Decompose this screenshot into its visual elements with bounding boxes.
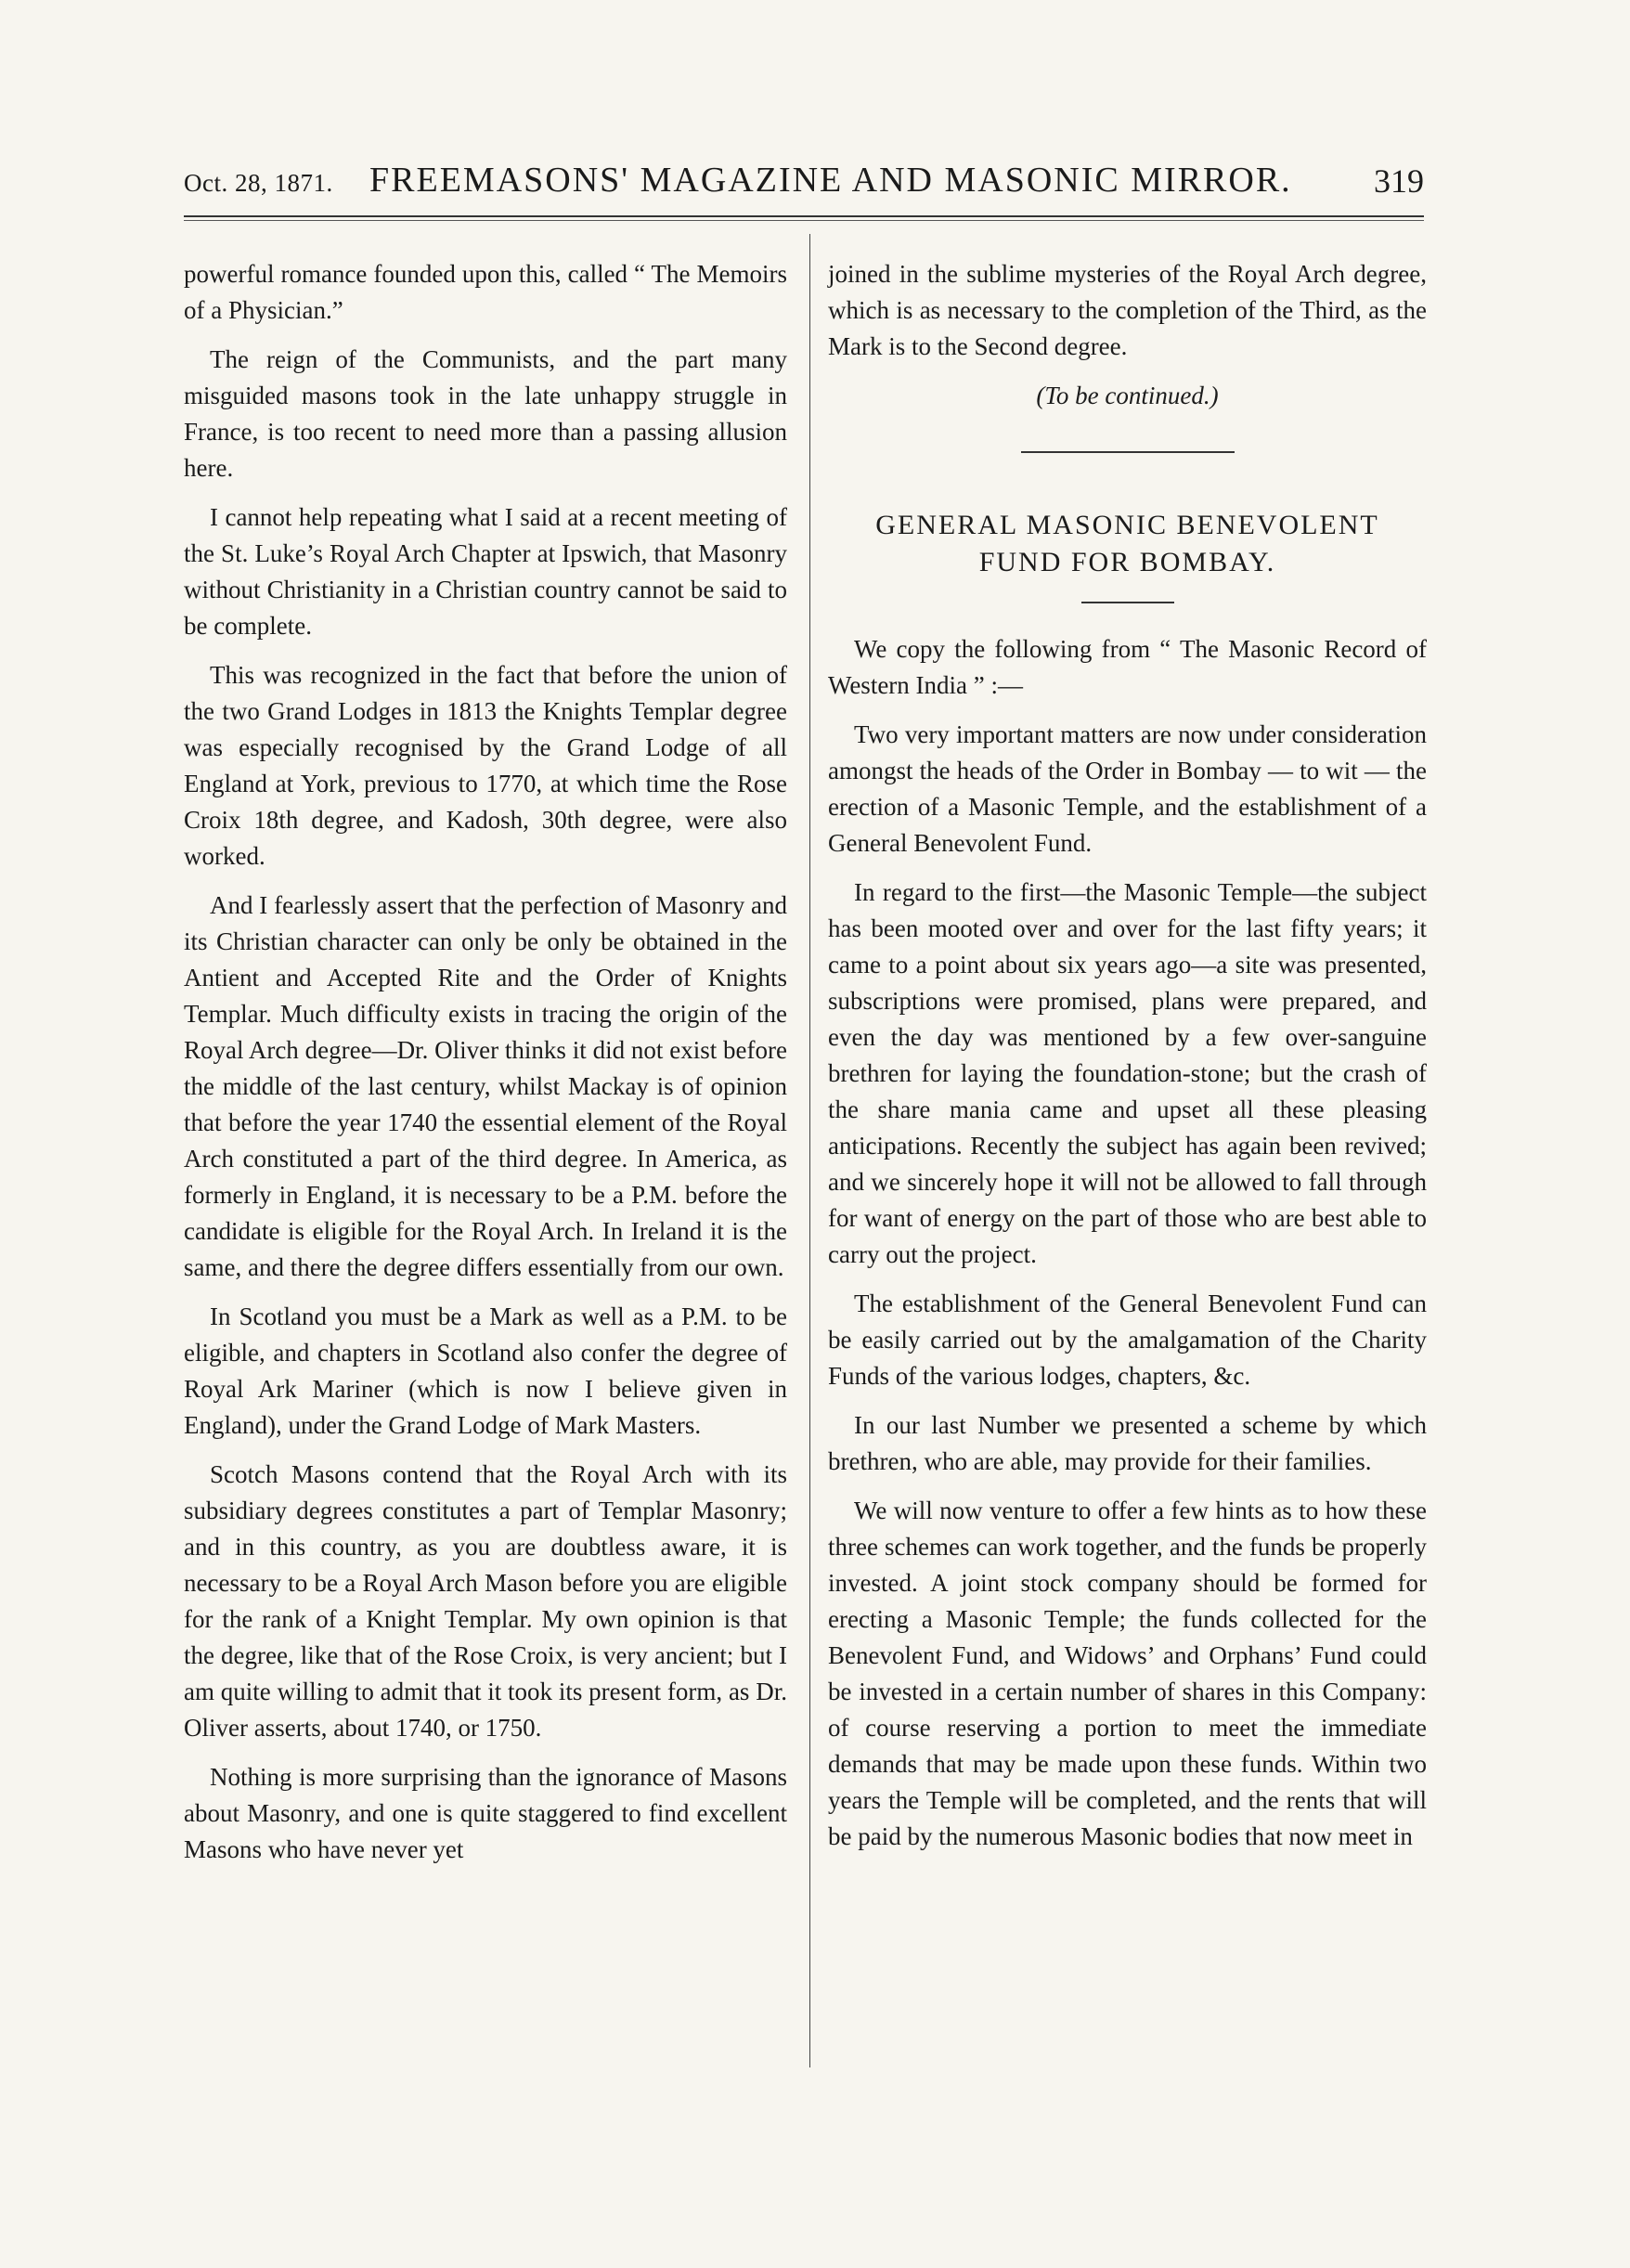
paragraph: powerful romance founded upon this, called “ The Memoirs of a Physician.” bbox=[184, 260, 787, 324]
page-number: 319 bbox=[1374, 162, 1424, 200]
paragraph: This was recognized in the fact that before the union of the two Grand Lodges in 1813 the Knights Templar degree was especially recognised by the Grand Lodge of all England at York, previous to 1770, at which time the Rose Croix 18th degree, and Kadosh, 30th degree, were also worked. bbox=[184, 661, 787, 870]
left-column bbox=[184, 256, 787, 1881]
paragraph: We will now venture to offer a few hints as to how these three schemes can work together, and the funds be properly invested. A joint stock company should be formed for erecting a Masonic Temple; the funds collected for the Benevolent Fund, and Widows’ and Orphans’ Fund could be invested in a certain number of shares in this Company: of course reserving a portion to meet the immediate demands that may be made upon these funds. Within two years the Temple will be completed, and the rents that will be paid by the numerous Masonic bodies that now meet in bbox=[828, 1497, 1427, 1850]
publication-title: FREEMASONS' MAGAZINE AND MASONIC MIRROR. bbox=[369, 161, 1292, 200]
right-column bbox=[828, 256, 1427, 1868]
paragraph: We copy the following from “ The Masonic Record of Western India ” :— bbox=[828, 635, 1427, 699]
heading-divider bbox=[1081, 602, 1174, 603]
paragraph: The reign of the Communists, and the part many misguided masons took in the late unhappy struggle in France, is too recent to need more than a passing allusion here. bbox=[184, 345, 787, 482]
section-divider bbox=[1021, 451, 1235, 453]
paragraph: In our last Number we presented a scheme by which brethren, who are able, may provide for their families. bbox=[828, 1411, 1427, 1475]
paragraph: Scotch Masons contend that the Royal Arch with its subsidiary degrees constitutes a part of Templar Masonry; and in this country, as you are doubtless aware, it is necessary to be a Royal Arch Mason before you are eligible for the rank of a Knight Templar. My own opinion is that the degree, like that of the Rose Croix, is very ancient; but I am quite willing to admit that it took its present form, as Dr. Oliver asserts, about 1740, or 1750. bbox=[184, 1460, 787, 1742]
paragraph: Nothing is more surprising than the ignorance of Masons about Masonry, and one is quite staggered to find excellent Masons who have never yet bbox=[184, 1763, 787, 1863]
paragraph: And I fearlessly assert that the perfection of Masonry and its Christian character can only be only be obtained in the Antient and Accepted Rite and the Order of Knights Templar. Much difficulty exists in tracing the origin of the Royal Arch degree—Dr. Oliver thinks it did not exist before the middle of the last century, whilst Mackay is of opinion that before the year 1740 the essential element of the Royal Arch constituted a part of the third degree. In America, as formerly in England, it is necessary to be a P.M. before the candidate is eligible for the Royal Arch. In Ireland it is the same, and there the degree differs essentially from our own. bbox=[184, 891, 787, 1281]
running-header bbox=[184, 156, 1424, 208]
paragraph: In regard to the first—the Masonic Temple—the subject has been mooted over and over for the last fifty years; it came to a point about six years ago—a site was presented, subscriptions were promised, plans were prepared, and even the day was mentioned by a few over-sanguine brethren for laying the foundation-stone; but the crash of the share mania came and upset all these pleasing anticipations. Recently the subject has again been revived; and we sincerely hope it will not be allowed to fall through for want of energy on the part of those who are best able to carry out the project. bbox=[828, 878, 1427, 1268]
to-be-continued-note: (To be continued.) bbox=[1036, 382, 1219, 409]
header-rule bbox=[184, 215, 1424, 221]
continued-paragraph: joined in the sublime mysteries of the Royal Arch degree, which is as necessary to the completion of the Third, as the Mark is to the Second degree. bbox=[828, 260, 1427, 360]
column-divider bbox=[809, 234, 810, 2067]
paragraph: In Scotland you must be a Mark as well as a P.M. to be eligible, and chapters in Scotland also confer the degree of Royal Ark Mariner (which is now I believe given in England), under the Grand Lodge of Mark Masters. bbox=[184, 1302, 787, 1439]
article-heading-line-1: GENERAL MASONIC BENEVOLENT bbox=[875, 510, 1379, 540]
paragraph: Two very important matters are now under consideration amongst the heads of the Order in Bombay — to wit — the erection of a Masonic Temple, and the establishment of a General Benevolent Fund. bbox=[828, 720, 1427, 857]
issue-date: Oct. 28, 1871. bbox=[184, 169, 333, 197]
paragraph: The establishment of the General Benevolent Fund can be easily carried out by the amalgamation of the Charity Funds of the various lodges, chapters, &c. bbox=[828, 1290, 1427, 1390]
article-heading-line-2: FUND FOR BOMBAY. bbox=[978, 547, 1276, 577]
paragraph: I cannot help repeating what I said at a recent meeting of the St. Luke’s Royal Arch Chapter at Ipswich, that Masonry without Christianity in a Christian country cannot be said to be complete. bbox=[184, 503, 787, 640]
